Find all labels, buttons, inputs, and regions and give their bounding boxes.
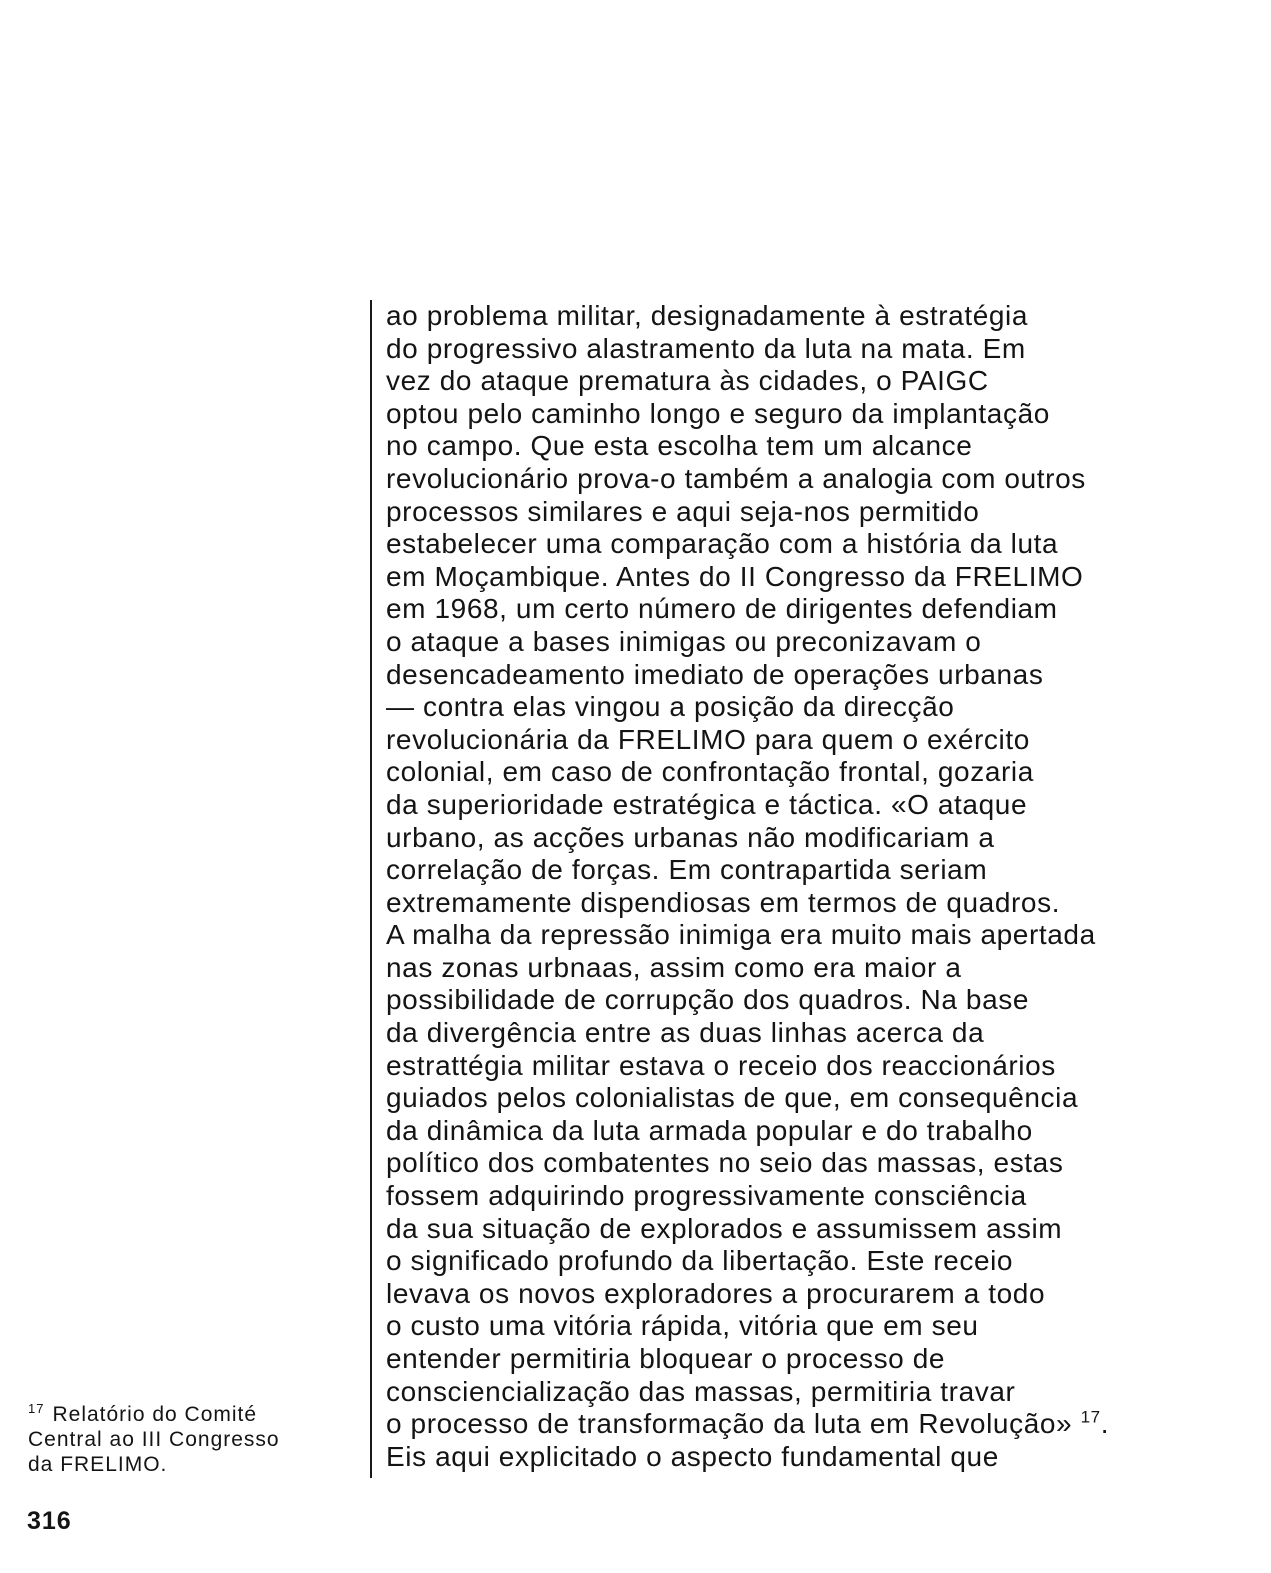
body-line: estabelecer uma comparação com a história da luta [386,528,1059,560]
body-line: nas zonas urbnaas, assim como era maior a [386,951,962,983]
body-text [386,300,1226,1473]
footnote-text: Relatório do Comité [52,1403,258,1426]
body-line: consciencialização das massas, permitiria travar [386,1375,1016,1407]
body-line: extremamente dispendiosas em termos de quadros. [386,886,1061,918]
body-line: entender permitiria bloquear o processo de [386,1343,946,1374]
body-line: processos similares e aqui seja-nos permitido [386,495,980,527]
footnote-line [28,1402,368,1427]
body-line: guiados pelos colonialistas de que, em consequência [386,1082,1079,1114]
footnote [28,1402,368,1477]
body-line: levava os novos exploradores a procurarem a todo [386,1277,1046,1309]
body-line: político dos combatentes no seio das massas, estas [386,1147,1064,1179]
body-line: do progressivo alastramento da luta na mata. Em [386,332,1026,364]
margin-rule [370,300,372,1478]
body-line: desencadeamento imediato de operações urbanas [386,658,1044,690]
body-line: fossem adquirindo progressivamente consciência [386,1180,1027,1212]
body-line: o processo de transformação da luta em Revolução» [386,1408,1073,1440]
footnote-line: Central ao III Congresso [28,1428,280,1451]
body-line: o ataque a bases inimigas ou preconizavam o [386,625,982,657]
body-line: vez do ataque prematura às cidades, o PAIGC [386,365,989,397]
body-line: em Moçambique. Antes do II Congresso da FRELIMO [386,560,1084,592]
body-line: — contra elas vingou a posição da direcção [386,691,955,723]
body-line: em 1968, um certo número de dirigentes defendiam [386,593,1058,625]
body-line: da divergência entre as duas linhas acerca da [386,1017,985,1049]
footnote-number: 17 [28,1401,45,1416]
body-line: possibilidade de corrupção dos quadros. Na base [386,984,1030,1016]
page-number: 316 [27,1507,72,1535]
body-line: da dinâmica da luta armada popular e do trabalho [386,1114,1033,1146]
body-line: estrattégia militar estava o receio dos reaccionários [386,1049,1056,1081]
body-line: o significado profundo da libertação. Este receio [386,1245,1014,1277]
body-line: o custo uma vitória rápida, vitória que em seu [386,1310,979,1342]
body-line: no campo. Que esta escolha tem um alcance [386,430,973,462]
body-line: ao problema militar, designadamente à estratégia [386,300,1029,331]
footnote-line: da FRELIMO. [28,1453,168,1476]
footnote-reference[interactable]: 17 [1080,1407,1101,1427]
body-line: correlação de forças. Em contrapartida seriam [386,854,988,886]
body-line: colonial, em caso de confrontação frontal, gozaria [386,756,1034,788]
body-line: revolucionário prova-o também a analogia com outros [386,462,1086,494]
body-line-with-footnote-ref: o processo de transformação da luta em Revolução» $^{17}$. [386,1407,1110,1440]
body-line: da superioridade estratégica e táctica. «O ataque [386,788,1028,820]
body-line: revolucionária da FRELIMO para quem o exército [386,723,1030,755]
body-line: optou pelo caminho longo e seguro da implantação [386,397,1050,429]
body-line: A malha da repressão inimiga era muito mais apertada [386,919,1096,951]
body-line: urbano, as acções urbanas não modificariam a [386,821,995,853]
body-line: Eis aqui explicitado o aspecto fundamental que [386,1440,999,1472]
body-line: da sua situação de explorados e assumissem assim [386,1212,1063,1244]
